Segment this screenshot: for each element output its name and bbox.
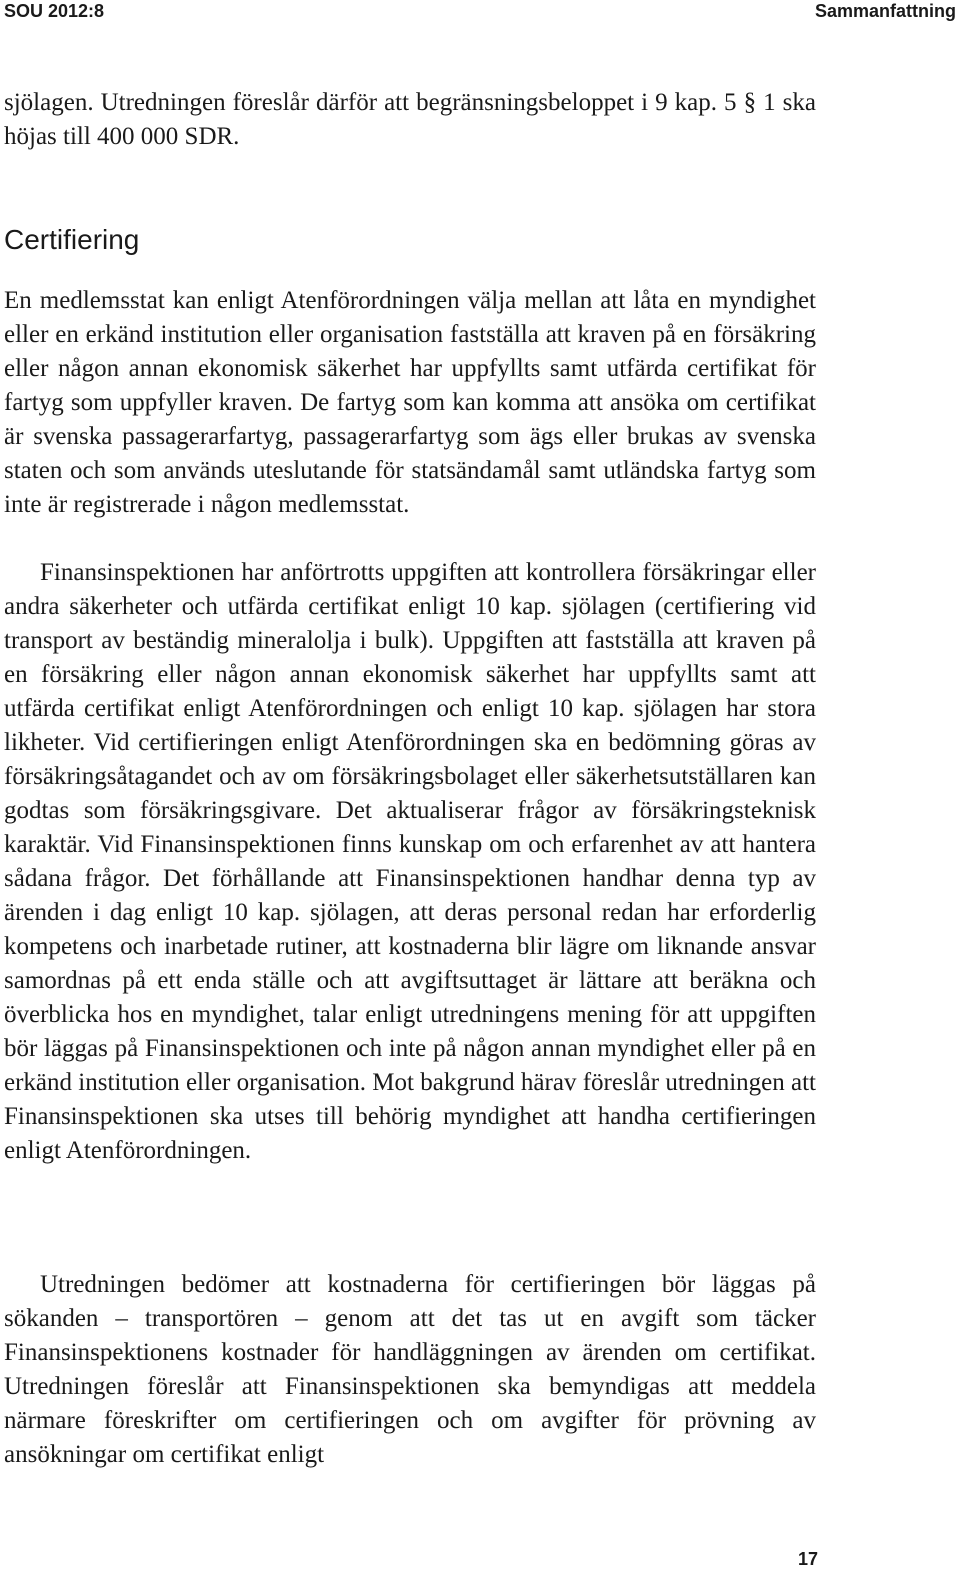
section-title: Sammanfattning xyxy=(814,1,956,21)
paragraph-1: En medlemsstat kan enligt Atenförordningen välja mellan att låta en myndighet eller en erkänd institution eller organisation fastställa att kraven på en försäkring eller någon annan ekonomisk säkerhet har uppfyllts samt utfärda certifikat för fartyg som uppfyller kraven. De fartyg som kan komma att ansöka om certifikat är svenska passagerarfartyg, passagerarfartyg som ägs eller brukas av svenska staten och som används uteslutande för statsändamål samt utländska fartyg som inte är registrerade i någon medlemsstat. xyxy=(4,287,816,518)
paragraph-3: Utredningen bedömer att kostnaderna för certifieringen bör läggas på sökanden – transportören – genom att det tas ut en avgift som täcker Finansinspektionens kostnader för handläggningen av ärenden om certifikat. Utredningen föreslår att Finansinspektionen ska bemyndigas att meddela närmare föreskrifter om certifieringen och om avgifter för prövning av ansökningar om certifikat enligt xyxy=(4,1271,816,1468)
page-header xyxy=(0,0,960,22)
section-heading: Certifiering xyxy=(4,224,140,255)
document-reference: SOU 2012:8 xyxy=(4,1,105,21)
paragraph-2: Finansinspektionen har anförtrotts uppgiften att kontrollera försäkringar eller andra säkerheter och utfärda certifikat enligt 10 kap. sjölagen (certifiering vid transport av beständig mineralolja i bulk). Uppgiften att fastställa att kraven på en försäkring eller någon annan ekonomisk säkerhet har uppfyllts samt att utfärda certifikat enligt Atenförordningen och enligt 10 kap. sjölagen har stora likheter. Vid certifieringen enligt Atenförordningen ska en bedömning göras av försäkringsåtagandet och av om försäkringsbolaget eller säkerhetsutställaren kan godtas som försäkringsgivare. Det aktualiserar frågor av försäkringsteknisk karaktär. Vid Finansinspektionen finns kunskap om och erfarenhet av att hantera sådana frågor. Det förhållande att Finansinspektionen handhar denna typ av ärenden i dag enligt 10 kap. sjölagen, att deras personal redan har erforderlig kompetens och inarbetade rutiner, att kostnaderna blir lägre om liknande ansvar samordnas på ett enda ställe och att avgiftsuttaget är lättare att beräkna och överblicka hos en myndighet, talar enligt utredningens mening för att uppgiften bör läggas på Finansinspektionen och inte på någon annan myndighet eller på en erkänd institution eller organisation. Mot bakgrund härav föreslår utredningen att Finansinspektionen ska utses till behörig myndighet att handha certifieringen enligt Atenförordningen. xyxy=(4,559,816,1164)
intro-paragraph: sjölagen. Utredningen föreslår därför att begränsningsbeloppet i 9 kap. 5 § 1 ska höjas till 400 000 SDR. xyxy=(4,89,816,150)
page-number: 17 xyxy=(797,1549,818,1569)
